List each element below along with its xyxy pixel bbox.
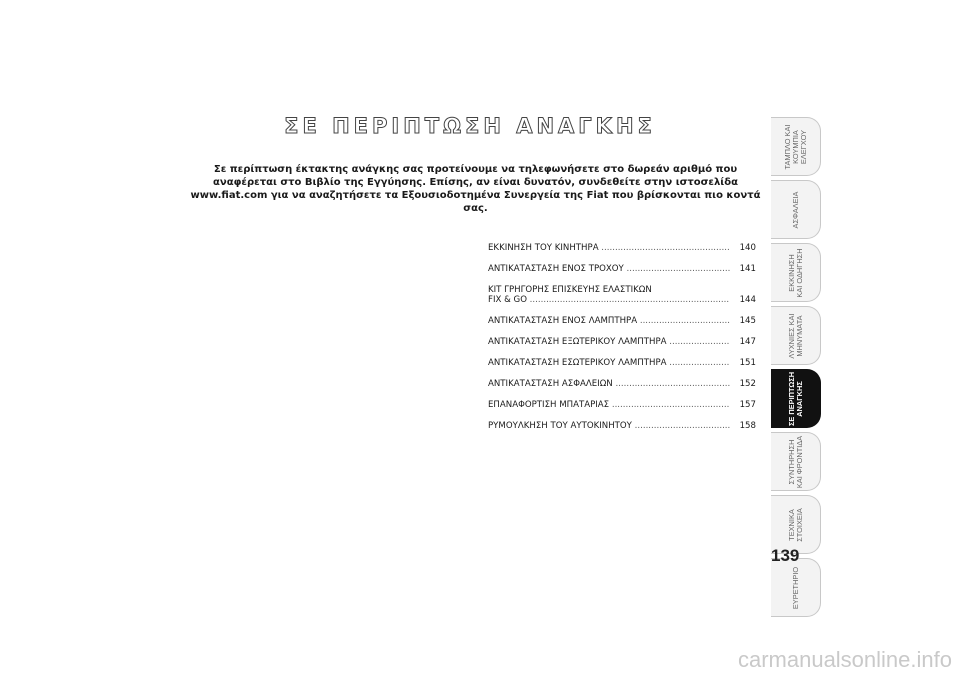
- toc-entry-line1: ΑΝΤΙΚΑΤΑΣΤΑΣΗ ΕΝΟΣ ΤΡΟΧΟΥ .....: [488, 264, 730, 274]
- toc-entry[interactable]: [488, 285, 756, 305]
- chapter-tab[interactable]: [771, 243, 821, 302]
- toc-entry[interactable]: [488, 316, 756, 326]
- toc-entry-title: [488, 421, 730, 431]
- toc-entry-title: [488, 379, 730, 389]
- chapter-tab-label: ΣΕ ΠΕΡΙΠΤΩΣΗ ΑΝΑΓΚΗΣ: [786, 371, 804, 426]
- toc-entry-line1: ΑΝΤΙΚΑΤΑΣΤΑΣΗ ΕΞΩΤΕΡΙΚΟΥ ΛΑΜΠΤΗΡΑ .....: [488, 337, 730, 347]
- table-of-contents: [488, 243, 756, 442]
- toc-entry-page: 140: [739, 243, 756, 253]
- intro-paragraph: Σε περίπτωση έκτακτης ανάγκης σας προτείνουμε να τηλεφωνήσετε στο δωρεάν αριθμό που αναφέρεται στο Βιβλίο της Εγγύησης. Επίσης, αν είναι δυνατόν, συνδεθείτε στην ιστοσελίδα www.fiat.com για να αναζητήσετε τα Εξουσιοδοτημένα Συνεργεία της Fiat που βρίσκονται πιο κοντά σας.: [190, 164, 761, 214]
- chapter-tab-label: ΑΣΦΑΛΕΙΑ: [790, 191, 800, 228]
- toc-entry-title: [488, 358, 730, 368]
- chapter-tab-label: ΤΕΧΝΙΚΑ ΣΤΟΙΧΕΙΑ: [786, 507, 804, 542]
- toc-entry-title: [488, 285, 730, 305]
- toc-entry-page: 147: [739, 337, 756, 347]
- chapter-tab[interactable]: [771, 180, 821, 239]
- toc-entry[interactable]: [488, 337, 756, 347]
- toc-entry-title: [488, 400, 730, 410]
- toc-entry[interactable]: [488, 379, 756, 389]
- toc-entry[interactable]: [488, 243, 756, 253]
- toc-entry-line2: FIX & GO .....: [488, 295, 730, 305]
- toc-entry-page: 144: [739, 295, 756, 305]
- toc-entry-page: 151: [739, 358, 756, 368]
- toc-entry-line1: ΑΝΤΙΚΑΤΑΣΤΑΣΗ ΕΣΩΤΕΡΙΚΟΥ ΛΑΜΠΤΗΡΑ .....: [488, 358, 730, 368]
- toc-entry[interactable]: [488, 358, 756, 368]
- toc-entry[interactable]: [488, 264, 756, 274]
- chapter-tab[interactable]: [771, 432, 821, 491]
- section-title: ΣΕ ΠΕΡΙΠΤΩΣΗ ΑΝΑΓΚΗΣ: [284, 114, 656, 138]
- toc-entry-page: 152: [739, 379, 756, 389]
- chapter-tab-label: ΤΑΜΠΛΟ ΚΑΙ ΚΟΥΜΠΙΑ ΕΛΕΓΧΟΥ: [782, 124, 808, 169]
- chapter-tab[interactable]: [771, 306, 821, 365]
- toc-entry-line1: ΚΙΤ ΓΡΗΓΟΡΗΣ ΕΠΙΣΚΕΥΗΣ ΕΛΑΣΤΙΚΩΝ: [488, 285, 652, 295]
- toc-entry-line1: ΕΠΑΝΑΦΟΡΤΙΣΗ ΜΠΑΤΑΡΙΑΣ .....: [488, 400, 730, 410]
- toc-entry-title: [488, 337, 730, 347]
- toc-entry-title: [488, 316, 730, 326]
- chapter-tab[interactable]: [771, 558, 821, 617]
- toc-entry[interactable]: [488, 421, 756, 431]
- chapter-tab[interactable]: [771, 117, 821, 176]
- chapter-tab-label: ΕΥΡΕΤΗΡΙΟ: [790, 566, 800, 609]
- toc-entry-title: [488, 264, 730, 274]
- toc-entry-page: 158: [739, 421, 756, 431]
- toc-entry-page: 145: [739, 316, 756, 326]
- toc-entry-title: [488, 243, 730, 253]
- chapter-tab-label: ΛΥΧΝΙΕΣ ΚΑΙ ΜΗΝΥΜΑΤΑ: [786, 312, 804, 359]
- toc-entry-page: 157: [739, 400, 756, 410]
- toc-entry[interactable]: [488, 400, 756, 410]
- toc-entry-line1: ΡΥΜΟΥΛΚΗΣΗ ΤΟΥ ΑΥΤΟΚΙΝΗΤΟΥ .....: [488, 421, 730, 431]
- page-number: 139: [771, 546, 800, 565]
- watermark: carmanualsonline.info: [737, 647, 952, 672]
- toc-entry-line1: ΕΚΚΙΝΗΣΗ ΤΟΥ ΚΙΝΗΤΗΡΑ .....: [488, 243, 730, 253]
- toc-entry-line1: ΑΝΤΙΚΑΤΑΣΤΑΣΗ ΕΝΟΣ ΛΑΜΠΤΗΡΑ .....: [488, 316, 730, 326]
- toc-entry-line1: ΑΝΤΙΚΑΤΑΣΤΑΣΗ ΑΣΦΑΛΕΙΩΝ .....: [488, 379, 730, 389]
- toc-entry-page: 141: [739, 264, 756, 274]
- chapter-tab[interactable]: [771, 369, 821, 428]
- chapter-tab-label: ΣΥΝΤΗΡΗΣΗ ΚΑΙ ΦΡΟΝΤΙΔΑ: [786, 435, 804, 488]
- chapter-tab-label: ΕΚΚΙΝΗΣΗ ΚΑΙ ΟΔΗΓΗΣΗ: [786, 247, 804, 298]
